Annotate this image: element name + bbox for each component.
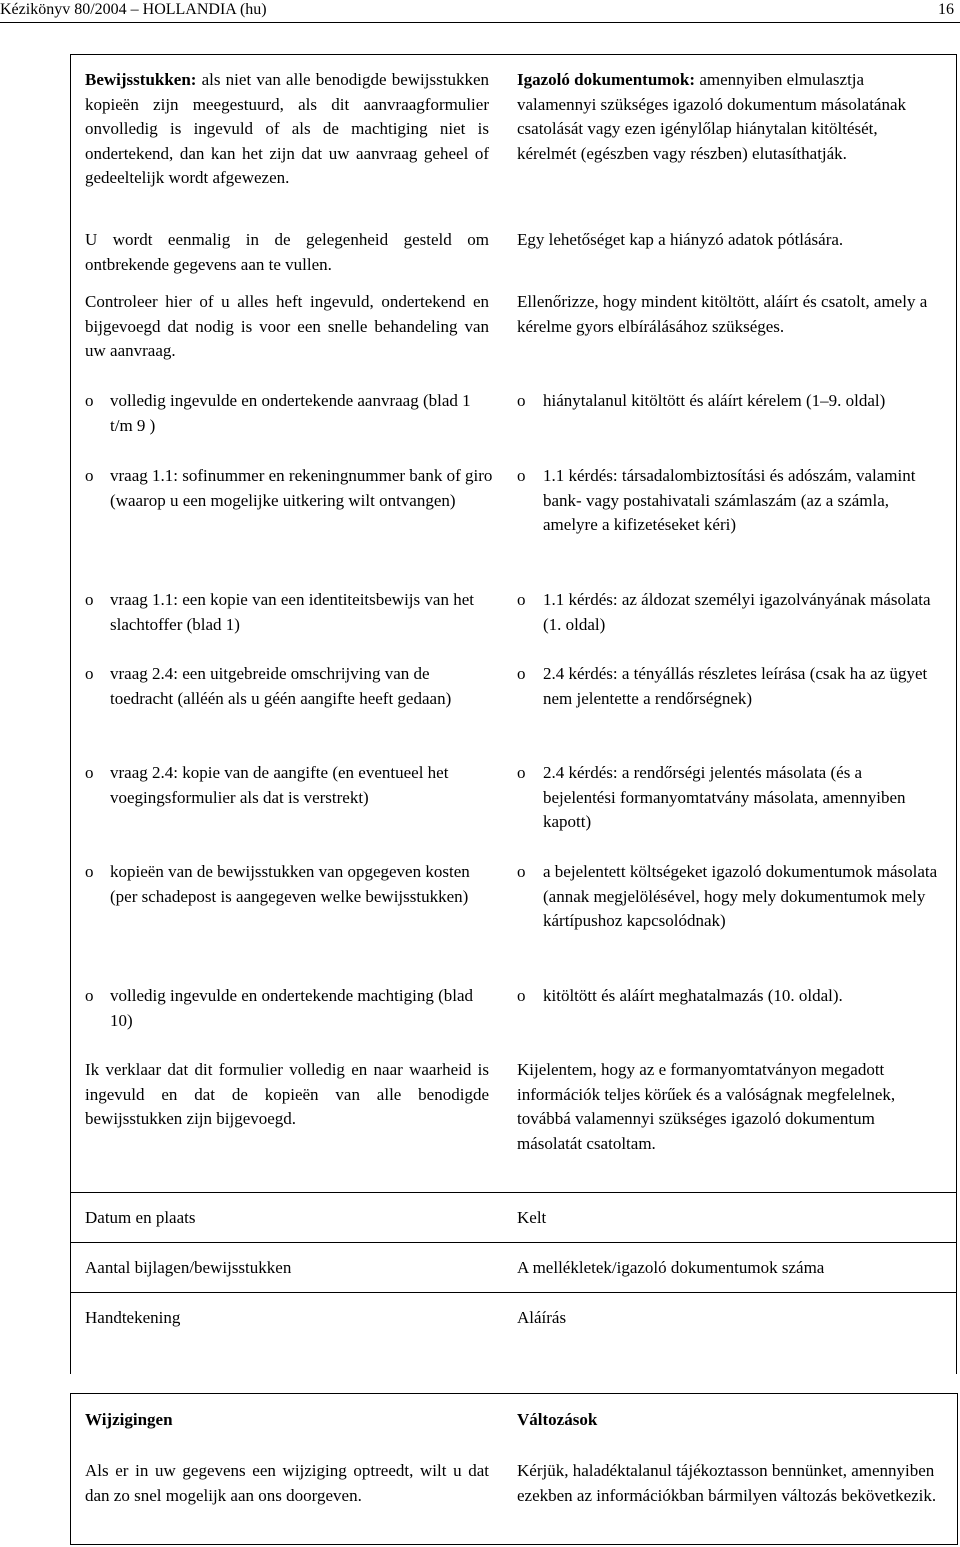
changes-title-hu: Változások (517, 1410, 598, 1429)
checklist-bullet: o (85, 664, 94, 683)
form-field-divider (70, 1192, 957, 1193)
checklist-item-hu: 2.4 kérdés: a tényállás részletes leírása (csak ha az ügyet nem jelentette a rendőrségnek) (543, 664, 928, 708)
checklist-bullet-hu: o (517, 664, 526, 683)
checklist-item: vraag 2.4: een uitgebreide omschrijving van de toedracht (alléén als u géén aangifte heeft gedaan) (110, 664, 452, 708)
signature-field[interactable]: Handtekening (85, 1308, 181, 1327)
evidence-intro-title-hu: Igazoló dokumentumok: (517, 70, 696, 89)
checklist-item-hu: 1.1 kérdés: az áldozat személyi igazolványának másolata (1. oldal) (543, 590, 931, 634)
checklist-bullet: o (85, 986, 94, 1005)
evidence-intro-title: Bewijsstukken: (85, 70, 197, 89)
evidence-intro-hu (517, 68, 937, 166)
form-field-divider (70, 1292, 957, 1293)
checklist-bullet: o (85, 763, 94, 782)
declaration-text-hu: Kijelentem, hogy az e formanyomtatványon megadott információk teljes körűek és a valóságnak megfelelnek, továbbá valamennyi szükséges igazoló dokumentum másolatát csatoltam. (517, 1060, 896, 1153)
supplement-note-hu: Egy lehetőséget kap a hiányzó adatok pótlására. (517, 230, 844, 249)
checklist-item: volledig ingevulde en ondertekende aanvraag (blad 1 t/m 9 ) (110, 391, 471, 435)
header-rule (0, 22, 960, 23)
changes-text: Als er in uw gegevens een wijziging optreedt, wilt u dat dan zo snel mogelijk aan ons doorgeven. (85, 1461, 489, 1505)
checklist-item-hu: a bejelentett költségeket igazoló dokumentumok másolata (annak megjelölésével, hogy mely dokumentumok mely kártípushoz kapcsolódnak) (543, 862, 938, 930)
evidence-intro-text: als niet van alle benodigde bewijsstukken kopieën zijn meegestuurd, als dit aanvraagformulier onvolledig is ingevuld of als de machtiging niet is ondertekend, dan kan het zijn dat uw aanvraag geheel of gedeeltelijk wordt afgewezen. (85, 70, 489, 187)
changes-text-hu: Kérjük, haladéktalanul tájékoztasson bennünket, amennyiben ezekben az információkban bármilyen változás bekövetkezik. (517, 1461, 937, 1505)
checklist-item: vraag 1.1: een kopie van een identiteitsbewijs van het slachtoffer (blad 1) (110, 590, 474, 634)
checklist-item: vraag 2.4: kopie van de aangifte (en eventueel het voegingsformulier als dat is verstrekt) (110, 763, 449, 807)
checklist-bullet: o (85, 391, 94, 410)
checklist-item-hu: hiánytalanul kitöltött és aláírt kérelem (1–9. oldal) (543, 391, 886, 410)
frame-top-border (70, 54, 957, 55)
supplement-note: U wordt eenmalig in de gelegenheid gesteld om ontbrekende gegevens aan te vullen. (85, 230, 489, 274)
declaration-text: Ik verklaar dat dit formulier volledig en naar waarheid is ingevuld en dat de kopieën van alle benodigde bewijsstukken zijn bijgevoegd. (85, 1060, 489, 1128)
checklist-item: volledig ingevulde en ondertekende machtiging (blad 10) (110, 986, 474, 1030)
checklist-bullet-hu: o (517, 986, 526, 1005)
checklist-bullet-hu: o (517, 590, 526, 609)
checklist-bullet: o (85, 862, 94, 881)
date-place-field[interactable]: Datum en plaats (85, 1208, 196, 1227)
frame-right-border (956, 54, 957, 1374)
checklist-bullet-hu: o (517, 763, 526, 782)
document-title: Kézikönyv 80/2004 – HOLLANDIA (hu) (0, 1, 267, 18)
checklist-item-hu: 2.4 kérdés: a rendőrségi jelentés másolata (és a bejelentési formanyomtatvány másolata, amennyiben kapott) (543, 763, 906, 831)
form-field-divider (70, 1242, 957, 1243)
frame-left-border (70, 54, 71, 1374)
checklist-item: vraag 1.1: sofinummer en rekeningnummer bank of giro (waarop u een mogelijke uitkering wilt ontvangen) (110, 466, 493, 510)
checklist-item-hu: kitöltött és aláírt meghatalmazás (10. oldal). (543, 986, 843, 1005)
checklist-item: kopieën van de bewijsstukken van opgegeven kosten (per schadepost is aangegeven welke bewijsstukken) (110, 862, 470, 906)
evidence-intro-text-hu: amennyiben elmulasztja valamennyi szükséges igazoló dokumentum másolatának csatolását vagy ezen igénylőlap hiánytalan kitöltését, kérelmét (egészben vagy részben) elutasíthatják. (517, 70, 907, 163)
checklist-bullet: o (85, 466, 94, 485)
check-instruction-hu: Ellenőrizze, hogy mindent kitöltött, aláírt és csatolt, amely a kérelme gyors elbírálásához szükséges. (517, 292, 928, 336)
date-place-field-hu[interactable]: Kelt (517, 1208, 547, 1227)
checklist-bullet-hu: o (517, 391, 526, 410)
page-number: 16 (938, 1, 954, 18)
checklist-item-hu: 1.1 kérdés: társadalombiztosítási és adószám, valamint bank- vagy postahivatali számlaszám (az a számla, amelyre a kifizetéseket kéri) (543, 466, 916, 534)
changes-title: Wijzigingen (85, 1410, 173, 1429)
attachments-count-field[interactable]: Aantal bijlagen/bewijsstukken (85, 1258, 292, 1277)
attachments-count-field-hu[interactable]: A mellékletek/igazoló dokumentumok száma (517, 1258, 825, 1277)
signature-field-hu[interactable]: Aláírás (517, 1308, 567, 1327)
checklist-bullet: o (85, 590, 94, 609)
check-instruction: Controleer hier of u alles heft ingevuld, ondertekend en bijgevoegd dat nodig is voor een snelle behandeling van uw aanvraag. (85, 292, 489, 360)
page-header (0, 0, 960, 26)
checklist-bullet-hu: o (517, 862, 526, 881)
checklist-bullet-hu: o (517, 466, 526, 485)
evidence-intro (85, 68, 489, 191)
